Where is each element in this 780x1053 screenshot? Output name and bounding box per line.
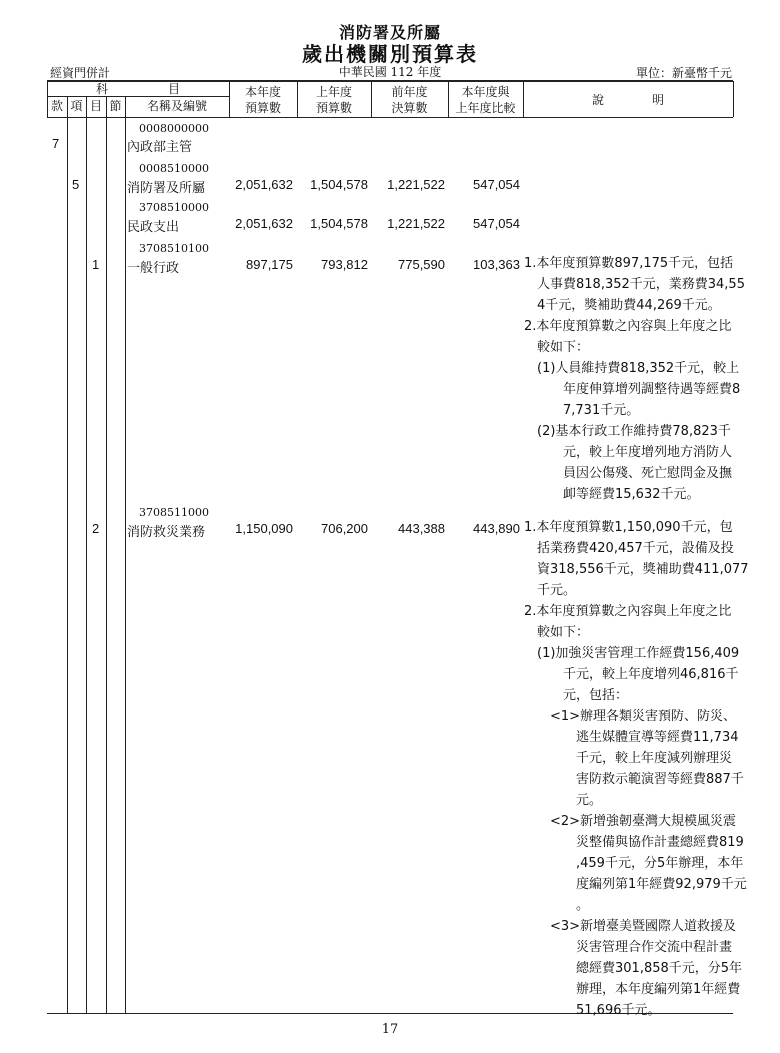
- row-code: 3708510100: [139, 242, 209, 255]
- compare-header: [448, 84, 523, 116]
- compare-value: 547,054: [473, 177, 520, 192]
- row-name: 消防救災業務: [127, 525, 206, 540]
- description-line: 1.本年度預算數1,150,090千元，包: [524, 520, 733, 535]
- compare-header-line1: 本年度與: [461, 85, 510, 99]
- fund-label: 經資門併計: [50, 66, 111, 80]
- row-code: 0008510000: [139, 162, 209, 175]
- description-line: 災害管理合作交流中程計畫: [524, 940, 733, 955]
- prev-final-value: 1,221,522: [387, 177, 445, 192]
- prev-budget-value: 1,504,578: [310, 177, 368, 192]
- description-line: 卹等經費15,632千元。: [524, 487, 700, 502]
- description-line: 較如下：: [524, 340, 590, 355]
- prev-final-header-line1: 前年度: [391, 85, 428, 99]
- description-line: 元，較上年度增列地方消防人: [524, 445, 733, 460]
- description-header: 說 明: [591, 93, 664, 107]
- description-line: 度編列第1年經費92,979千元: [524, 877, 747, 892]
- table-title: 歲出機關別預算表: [302, 42, 478, 66]
- prev-budget-header: [297, 84, 371, 116]
- level-rule: [86, 96, 87, 1013]
- description-line: 年度伸算增列調整待遇等經費8: [524, 382, 741, 397]
- col-rule: [733, 81, 734, 117]
- compare-value: 443,890: [473, 521, 520, 536]
- description-line: 害防救示範演習等經費887千: [524, 772, 744, 787]
- prev-budget-header-line1: 上年度: [315, 85, 352, 99]
- mu-number: 1: [92, 257, 100, 272]
- current-budget-value: 1,150,090: [235, 521, 293, 536]
- description-line: <3>新增臺美暨國際人道救援及: [524, 919, 737, 934]
- description-line: 1.本年度預算數897,175千元，包括: [524, 256, 734, 271]
- current-budget-header-line2: 預算數: [244, 101, 281, 115]
- row-name: 內政部主管: [127, 140, 193, 155]
- prev-final-value: 443,388: [398, 521, 445, 536]
- current-budget-header-line1: 本年度: [244, 85, 281, 99]
- prev-final-header-line2: 決算數: [391, 101, 428, 115]
- current-budget-value: 2,051,632: [235, 177, 293, 192]
- description-line: 元。: [524, 793, 603, 808]
- description-line: 7,731千元。: [524, 403, 640, 418]
- description-line: 51,696千元。: [524, 1003, 661, 1018]
- header-bottom-border: [47, 117, 733, 118]
- subject-group-header: 科 目: [95, 82, 180, 96]
- current-budget-value: 2,051,632: [235, 216, 293, 231]
- kuan-number: 7: [52, 136, 60, 151]
- description-line: 逃生媒體宣導等經費11,734: [524, 730, 739, 745]
- row-code: 0008000000: [139, 122, 209, 135]
- description-line: 員因公傷殘、死亡慰問金及撫: [524, 466, 733, 481]
- mu-header: 目: [89, 99, 102, 113]
- description-line: (2)基本行政工作維持費78,823千: [524, 424, 731, 439]
- description-line: 千元，較上年度增列46,816千: [524, 667, 739, 682]
- level-rule: [67, 96, 68, 1013]
- current-budget-value: 897,175: [246, 257, 293, 272]
- description-line: <1>辦理各類災害預防、防災、: [524, 709, 737, 724]
- fiscal-year: 中華民國 112 年度: [338, 65, 442, 79]
- description-line: ,459千元，分5年辦理，本年: [524, 856, 744, 871]
- compare-value: 547,054: [473, 216, 520, 231]
- level-rule: [125, 96, 126, 1013]
- prev-budget-value: 1,504,578: [310, 216, 368, 231]
- description-line: (1)加強災害管理工作經費156,409: [524, 646, 740, 661]
- description-line: 元，包括：: [524, 688, 629, 703]
- agency-title: 消防署及所屬: [338, 23, 441, 42]
- row-name: 一般行政: [127, 261, 180, 276]
- xiang-number: 5: [72, 177, 80, 192]
- prev-budget-value: 706,200: [321, 521, 368, 536]
- jie-header: 節: [109, 99, 122, 113]
- description-line: <2>新增強韌臺灣大規模風災震: [524, 814, 737, 829]
- page-number: 17: [381, 1022, 399, 1037]
- mu-number: 2: [92, 521, 100, 536]
- description-block-general-admin: [524, 253, 745, 505]
- prev-budget-header-line2: 預算數: [315, 101, 352, 115]
- description-line: (1)人員維持費818,352千元，較上: [524, 361, 740, 376]
- prev-budget-value: 793,812: [321, 257, 368, 272]
- name-code-header: 名稱及編號: [146, 99, 207, 113]
- prev-final-value: 775,590: [398, 257, 445, 272]
- description-line: 辦理，本年度編列第1年經費: [524, 982, 741, 997]
- description-line: 。: [524, 898, 590, 913]
- compare-value: 103,363: [473, 257, 520, 272]
- row-code: 3708511000: [139, 506, 209, 519]
- description-line: 4千元，獎補助費44,269千元。: [524, 298, 721, 313]
- description-line: 2.本年度預算數之內容與上年度之比: [524, 319, 732, 334]
- compare-header-line2: 上年度比較: [455, 101, 516, 115]
- unit-label: 單位：新臺幣千元: [635, 66, 732, 80]
- description-line: 千元，較上年度減列辦理災: [524, 751, 733, 766]
- current-budget-header: [229, 84, 297, 116]
- prev-final-header: [371, 84, 448, 116]
- level-rule: [106, 96, 107, 1013]
- kuan-header: 款: [50, 99, 63, 113]
- description-line: 人事費818,352千元，業務費34,55: [524, 277, 745, 292]
- xiang-header: 項: [70, 99, 83, 113]
- description-block-fire-rescue: [524, 517, 749, 1021]
- description-line: 2.本年度預算數之內容與上年度之比: [524, 604, 732, 619]
- row-name: 民政支出: [127, 220, 180, 235]
- description-line: 千元。: [524, 583, 577, 598]
- description-line: 災整備與協作計畫總經費819: [524, 835, 744, 850]
- description-line: 資318,556千元，獎補助費411,077: [524, 562, 749, 577]
- description-line: 總經費301,858千元，分5年: [524, 961, 743, 976]
- description-line: 較如下：: [524, 625, 590, 640]
- row-code: 3708510000: [139, 201, 209, 214]
- row-name: 消防署及所屬: [127, 181, 206, 196]
- prev-final-value: 1,221,522: [387, 216, 445, 231]
- description-line: 括業務費420,457千元，設備及投: [524, 541, 734, 556]
